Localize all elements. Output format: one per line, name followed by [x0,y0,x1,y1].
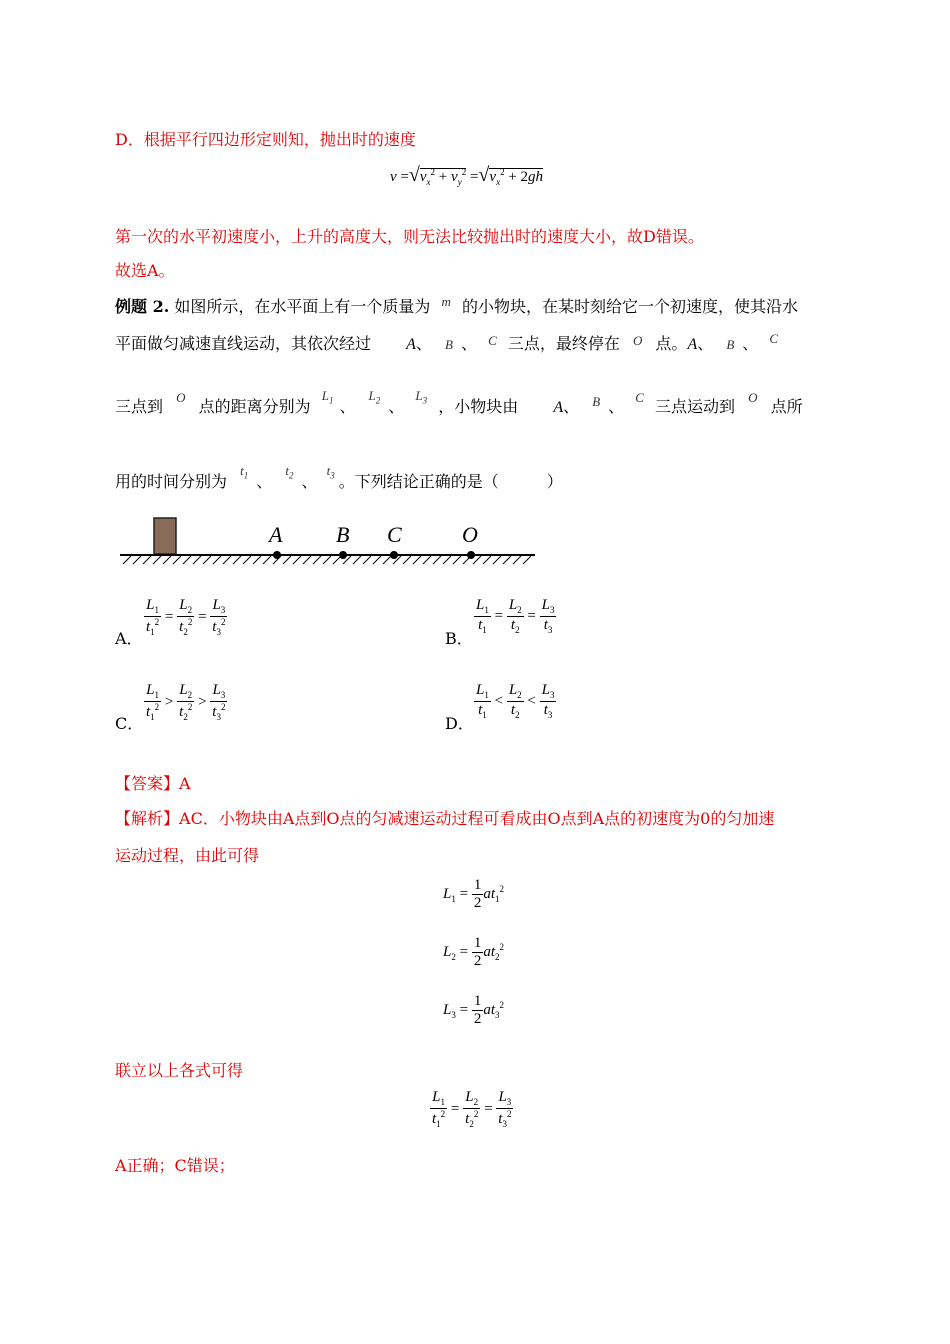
option-c-formula[interactable]: $\frac{L_1}{t_1^2}$ > $\frac{L_2}{t_2^2}$ > $\frac{L_3}{t_3^2}$ [146,682,226,722]
label-b: B [336,522,350,547]
example2-line4: 用的时间分别为 $^{t_1}$ 、 $^{t_2}$ 、 $^{t_3}$ 。下列结论正确的是（ ） [115,463,563,491]
solution-d-line: D．根据平行四边形定则知，抛出时的速度 [115,130,416,149]
label-o: O [462,522,478,547]
label-a: A [269,522,283,547]
block-on-plane-figure [115,512,540,574]
example-label: 例题 2. [115,297,170,316]
option-c-label[interactable]: C． [115,714,144,733]
l2-formula: $L_2$ = $\frac{1}{2}$ $at_2^2$ [443,935,504,969]
conclusion-line: A正确；C错误； [115,1156,235,1175]
example2-line3: 三点到 $^O$ 点的距离分别为 $^{L_1}$ 、 $^{L_2}$ 、 $^{L_3}$ ，小物块由 A、 $^B$ 、 $^C$ 三点运动到 $^O$ 点所 [115,388,803,416]
solution-choose-line: 故选A。 [115,261,175,280]
option-d-label[interactable]: D． [445,714,474,733]
l3-formula: $L_3$ = $\frac{1}{2}$ $at_3^2$ [443,993,504,1027]
example2-line2: 平面做匀减速直线运动，其依次经过 A、 B 、 $^C$ 三点，最终停在 $^O$ 点。A、 B 、 $^C$ [115,331,779,353]
option-b-formula[interactable]: $\frac{L_1}{t_1}$ = $\frac{L_2}{t_2}$ = $\frac{L_3}{t_3}$ [476,597,555,635]
solution-compare-line: 第一次的水平初速度小，上升的高度大，则无法比较抛出时的速度大小，故D错误。 [115,227,704,246]
point-c [390,551,398,559]
l1-formula: $L_1$ = $\frac{1}{2}$ $at_1^2$ [443,877,504,911]
label-c: C [387,522,402,547]
example2-line1: 例题 2. 如图所示，在水平面上有一个质量为 $^m$ 的小物块，在某时刻给它一个初速度，使其沿水 [115,294,798,316]
velocity-formula: $v =√v_x^2 + v_y^2 =√v_x^2 + 2gh$ [390,164,544,187]
analysis-line2: 运动过程，由此可得 [115,846,260,865]
answer-line: 【答案】A [115,774,191,793]
option-b-label[interactable]: B． [445,629,473,648]
combine-line: 联立以上各式可得 [115,1061,244,1080]
analysis-line1: 【解析】AC．小物块由A点到O点的匀减速运动过程可看成由O点到A点的初速度为0的匀加速 [115,809,775,828]
final-ratio-formula: $\frac{L_1}{t_1^2}$ = $\frac{L_2}{t_2^2}$ = $\frac{L_3}{t_3^2}$ [432,1089,512,1129]
point-a [273,551,281,559]
block [154,518,176,554]
option-a-formula[interactable]: $\frac{L_1}{t_1^2}$ = $\frac{L_2}{t_2^2}$ = $\frac{L_3}{t_3^2}$ [146,597,226,637]
option-a-label[interactable]: A． [115,629,143,648]
point-b [339,551,347,559]
point-o [467,551,475,559]
option-d-formula[interactable]: $\frac{L_1}{t_1}$ < $\frac{L_2}{t_2}$ < $\frac{L_3}{t_3}$ [476,682,555,720]
